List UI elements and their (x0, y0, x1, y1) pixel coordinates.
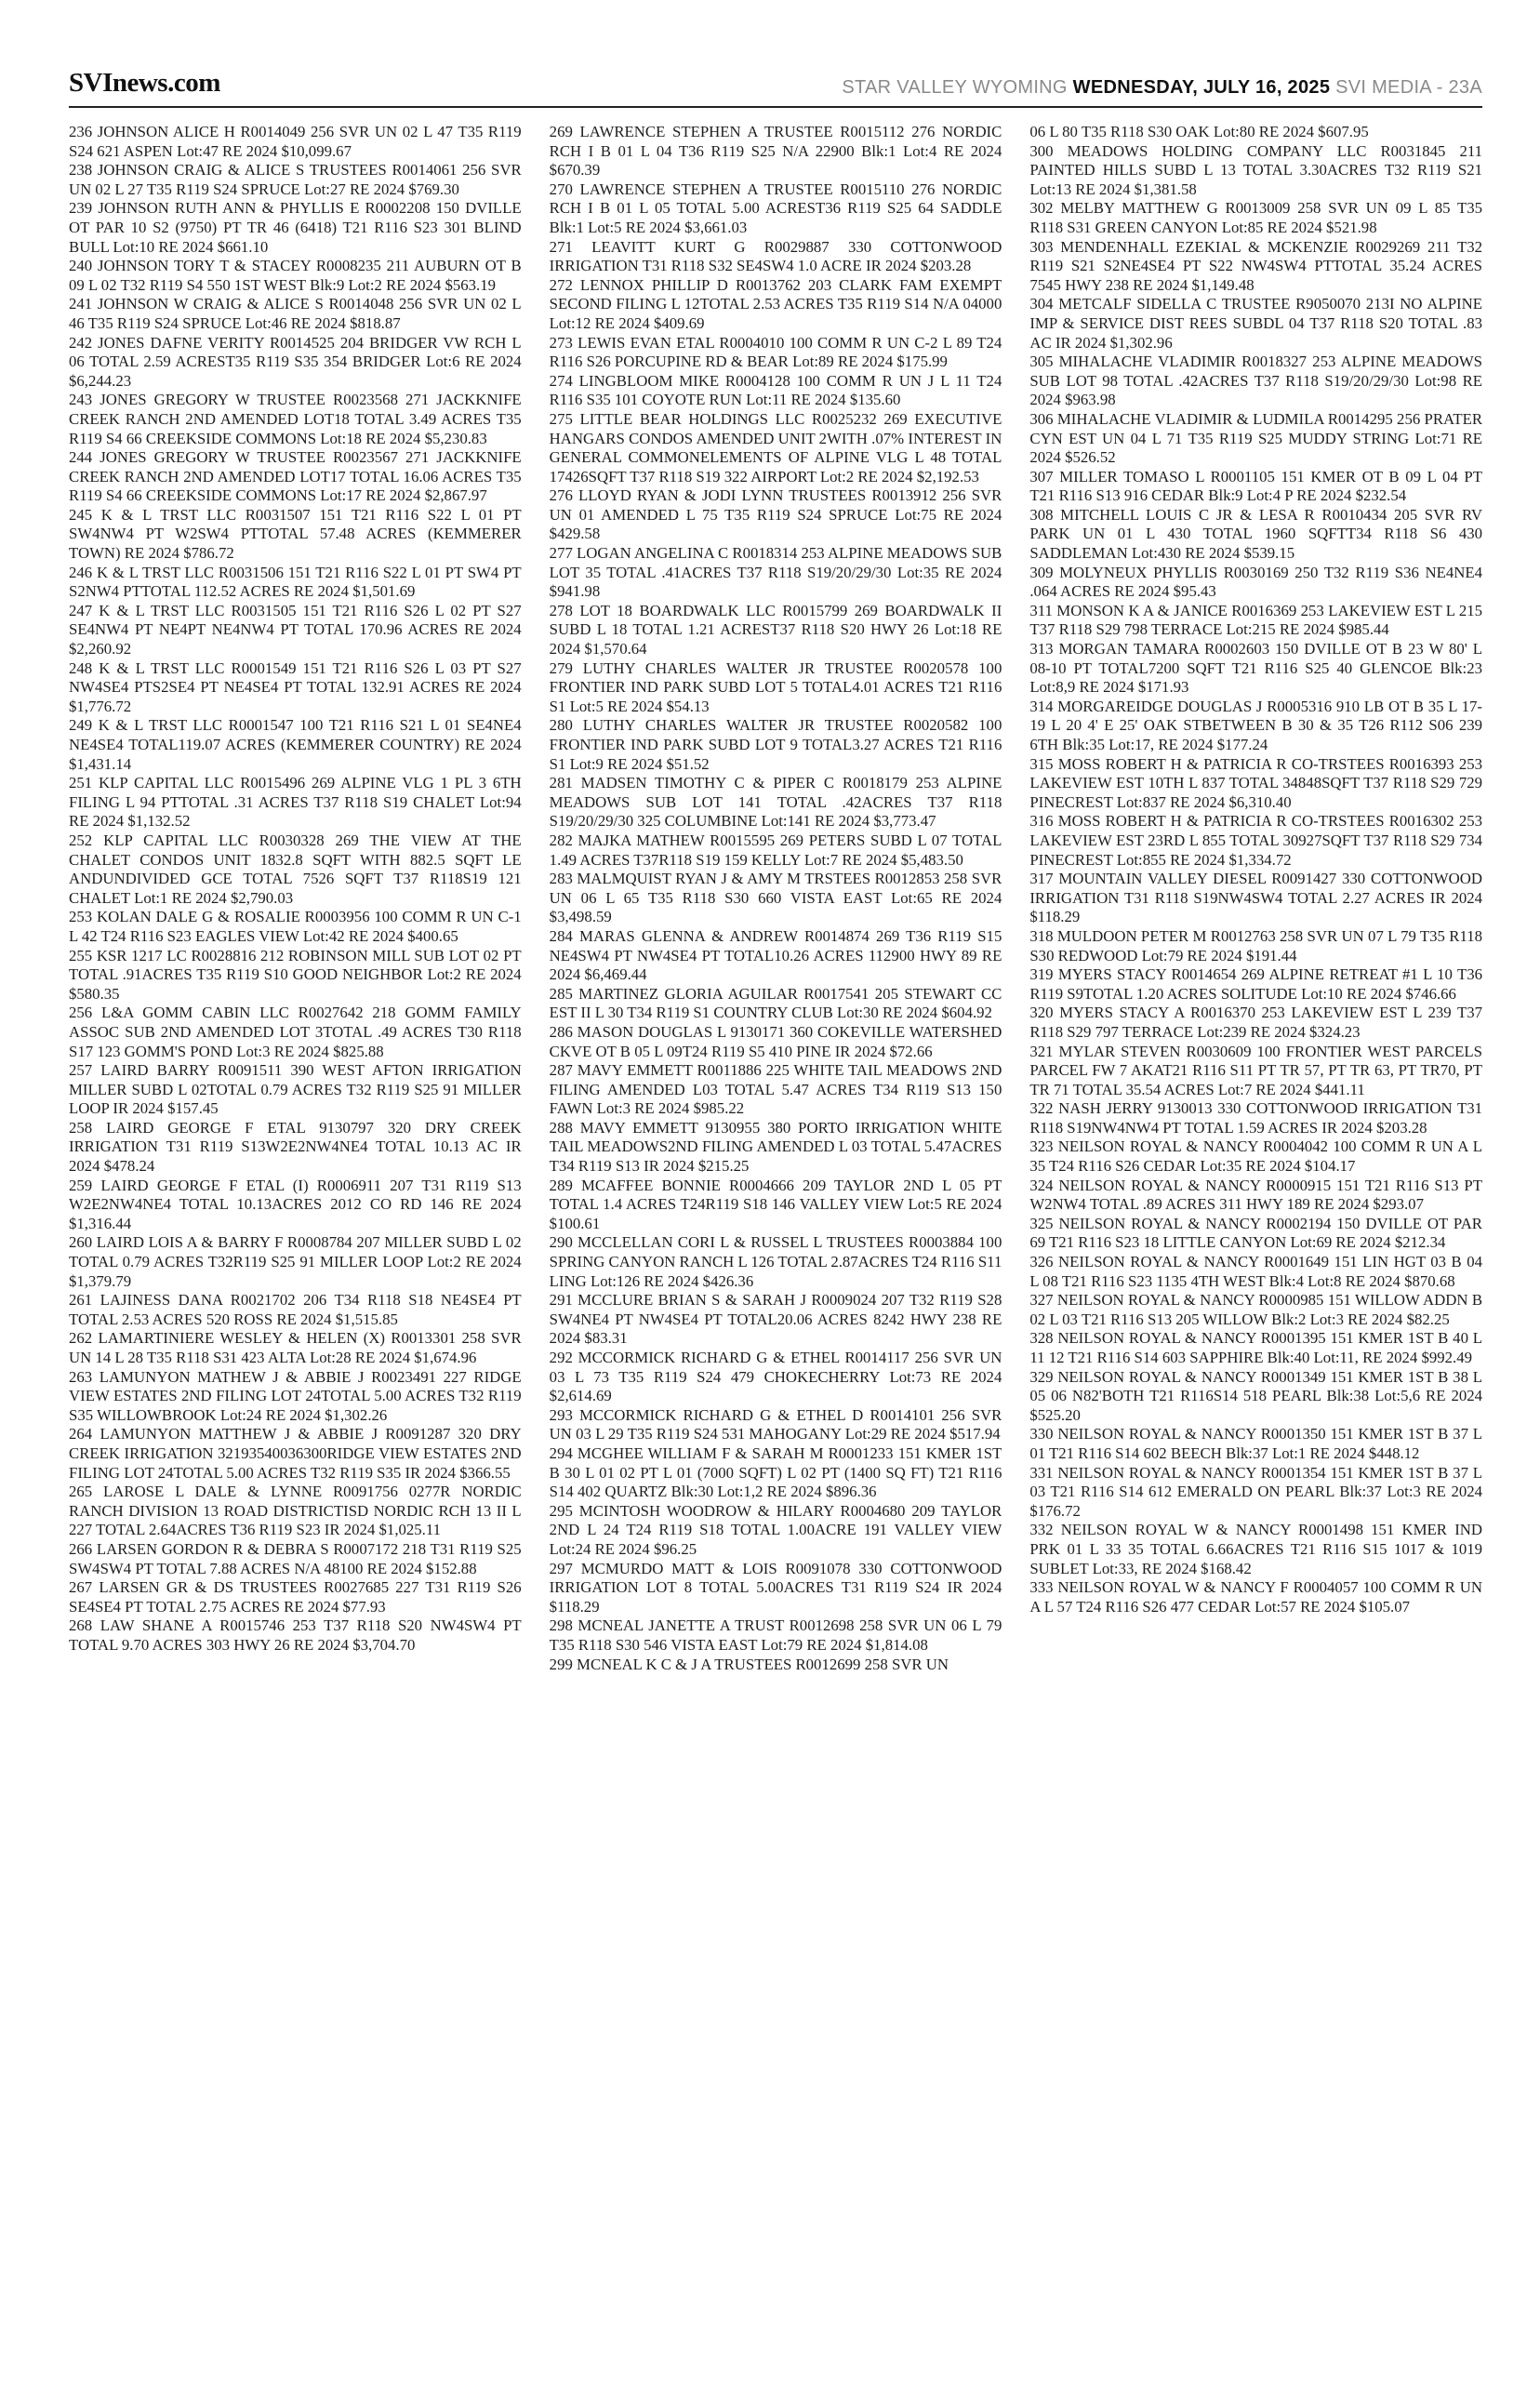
tax-notice-entry: 255 KSR 1217 LC R0028816 212 ROBINSON MILL SUB LOT 02 PT TOTAL .91ACRES T35 R119 S10 GOOD NEIGHBOR Lot:2 RE 2024 $580.35 (69, 946, 522, 1003)
folio-prefix: STAR VALLEY WYOMING (842, 77, 1068, 98)
tax-notice-entry: 262 LAMARTINIERE WESLEY & HELEN (X) R0013301 258 SVR UN 14 L 28 T35 R118 S31 423 ALTA Lot:28 RE 2024 $1,674.96 (69, 1329, 522, 1366)
tax-notice-entry: 248 K & L TRST LLC R0001549 151 T21 R116 S26 L 03 PT S27 NW4SE4 PTS2SE4 PT NE4SE4 PT TOTAL 132.91 ACRES RE 2024 $1,776.72 (69, 658, 522, 715)
site-name[interactable]: SVInews.com (69, 68, 220, 98)
tax-notice-entry: 333 NEILSON ROYAL W & NANCY F R0004057 100 COMM R UN A L 57 T24 R116 S26 477 CEDAR Lot:57 RE 2024 $105.07 (1029, 1578, 1483, 1616)
tax-notice-entry: 331 NEILSON ROYAL & NANCY R0001354 151 KMER 1ST B 37 L 03 T21 R116 S14 612 EMERALD ON PEARL Blk:37 Lot:3 RE 2024 $176.72 (1029, 1463, 1483, 1520)
tax-notice-entry: 269 LAWRENCE STEPHEN A TRUSTEE R0015112 276 NORDIC RCH I B 01 L 04 T36 R119 S25 N/A 22900 Blk:1 Lot:4 RE 2024 $670.39 (549, 123, 1002, 180)
tax-notice-entry: 278 LOT 18 BOARDWALK LLC R0015799 269 BOARDWALK II SUBD L 18 TOTAL 1.21 ACREST37 R118 S20 HWY 26 Lot:18 RE 2024 $1,570.64 (549, 601, 1002, 658)
folio-suffix: SVI MEDIA - 23A (1335, 77, 1482, 98)
tax-notice-entry: 263 LAMUNYON MATHEW J & ABBIE J R0023491 227 RIDGE VIEW ESTATES 2ND FILING LOT 24TOTAL 5.00 ACRES T32 R119 S35 WILLOWBROOK Lot:24 RE 2024 $1,302.26 (69, 1367, 522, 1424)
tax-notice-entry: 286 MASON DOUGLAS L 9130171 360 COKEVILLE WATERSHED CKVE OT B 05 L 09T24 R119 S5 410 PINE IR 2024 $72.66 (549, 1022, 1002, 1060)
tax-notice-entry: 289 MCAFFEE BONNIE R0004666 209 TAYLOR 2ND L 05 PT TOTAL 1.4 ACRES T24R119 S18 146 VALLEY VIEW Lot:5 RE 2024 $100.61 (549, 1176, 1002, 1232)
tax-notice-entry: 327 NEILSON ROYAL & NANCY R0000985 151 WILLOW ADDN B 02 L 03 T21 R116 S13 205 WILLOW Blk:2 Lot:3 RE 2024 $82.25 (1029, 1291, 1483, 1328)
tax-notice-entry: 319 MYERS STACY R0014654 269 ALPINE RETREAT #1 L 10 T36 R119 S9TOTAL 1.20 ACRES SOLITUDE Lot:10 RE 2024 $746.66 (1029, 965, 1483, 1003)
tax-notice-entry: 305 MIHALACHE VLADIMIR R0018327 253 ALPINE MEADOWS SUB LOT 98 TOTAL .42ACRES T37 R118 S19/20/29/30 Lot:98 RE 2024 $963.98 (1029, 352, 1483, 409)
tax-notice-entry: 238 JOHNSON CRAIG & ALICE S TRUSTEES R0014061 256 SVR UN 02 L 27 T35 R119 S24 SPRUCE Lot:27 RE 2024 $769.30 (69, 161, 522, 198)
tax-notice-entry: 272 LENNOX PHILLIP D R0013762 203 CLARK FAM EXEMPT SECOND FILING L 12TOTAL 2.53 ACRES T35 R119 S14 N/A 04000 Lot:12 RE 2024 $409.69 (549, 275, 1002, 332)
tax-notice-entry: 285 MARTINEZ GLORIA AGUILAR R0017541 205 STEWART CC EST II L 30 T34 R119 S1 COUNTRY CLUB Lot:30 RE 2024 $604.92 (549, 984, 1002, 1022)
tax-notice-entry: 304 METCALF SIDELLA C TRUSTEE R9050070 213I NO ALPINE IMP & SERVICE DIST REES SUBDL 04 T37 R118 S20 TOTAL .83 AC IR 2024 $1,302.96 (1029, 295, 1483, 352)
tax-notice-entry: 282 MAJKA MATHEW R0015595 269 PETERS SUBD L 07 TOTAL 1.49 ACRES T37R118 S19 159 KELLY Lot:7 RE 2024 $5,483.50 (549, 831, 1002, 869)
tax-notice-entry: 290 MCCLELLAN CORI L & RUSSEL L TRUSTEES R0003884 100 SPRING CANYON RANCH L 126 TOTAL 2.87ACRES T24 R116 S11 LING Lot:126 RE 2024 $426.36 (549, 1233, 1002, 1290)
column-1 (69, 123, 522, 2355)
tax-notice-entry: 257 LAIRD BARRY R0091511 390 WEST AFTON IRRIGATION MILLER SUBD L 02TOTAL 0.79 ACRES T32 R119 S25 91 MILLER LOOP IR 2024 $157.45 (69, 1061, 522, 1118)
tax-notice-entry: 240 JOHNSON TORY T & STACEY R0008235 211 AUBURN OT B 09 L 02 T32 R119 S4 550 1ST WEST Blk:9 Lot:2 RE 2024 $563.19 (69, 257, 522, 294)
tax-notice-entry: 270 LAWRENCE STEPHEN A TRUSTEE R0015110 276 NORDIC RCH I B 01 L 05 TOTAL 5.00 ACREST36 R119 S25 64 SADDLE Blk:1 Lot:5 RE 2024 $3,661.03 (549, 180, 1002, 236)
tax-notice-entry: 322 NASH JERRY 9130013 330 COTTONWOOD IRRIGATION T31 R118 S19NW4NW4 PT TOTAL 1.59 ACRES IR 2024 $203.28 (1029, 1099, 1483, 1137)
tax-notice-entry: 317 MOUNTAIN VALLEY DIESEL R0091427 330 COTTONWOOD IRRIGATION T31 R118 S19NW4SW4 TOTAL 2.27 ACRES IR 2024 $118.29 (1029, 870, 1483, 926)
tax-notice-entry: 308 MITCHELL LOUIS C JR & LESA R R0010434 205 SVR RV PARK UN 01 L 430 TOTAL 1960 SQFTT34 R118 S6 430 SADDLEMAN Lot:430 RE 2024 $539.15 (1029, 505, 1483, 563)
tax-notice-entry: 306 MIHALACHE VLADIMIR & LUDMILA R0014295 256 PRATER CYN EST UN 04 L 71 T35 R119 S25 MUDDY STRING Lot:71 RE 2024 $526.52 (1029, 409, 1483, 467)
tax-notice-entry: 297 MCMURDO MATT & LOIS R0091078 330 COTTONWOOD IRRIGATION LOT 8 TOTAL 5.00ACRES T31 R119 S24 IR 2024 $118.29 (549, 1559, 1002, 1616)
tax-notice-entry: 313 MORGAN TAMARA R0002603 150 DVILLE OT B 23 W 80' L 08-10 PT TOTAL7200 SQFT T21 R116 S25 40 GLENCOE Blk:23 Lot:8,9 RE 2024 $171.93 (1029, 640, 1483, 697)
tax-notice-entry: 311 MONSON K A & JANICE R0016369 253 LAKEVIEW EST L 215 T37 R118 S29 798 TERRACE Lot:215 RE 2024 $985.44 (1029, 601, 1483, 639)
tax-notice-entry: 246 K & L TRST LLC R0031506 151 T21 R116 S22 L 01 PT SW4 PT S2NW4 PTTOTAL 112.52 ACRES RE 2024 $1,501.69 (69, 563, 522, 601)
tax-notice-entry: 264 LAMUNYON MATTHEW J & ABBIE J R0091287 320 DRY CREEK IRRIGATION 32193540036300RIDGE VIEW ESTATES 2ND FILING LOT 24TOTAL 5.00 ACRES T32 R119 S35 IR 2024 $366.55 (69, 1425, 522, 1482)
tax-notice-entry: 261 LAJINESS DANA R0021702 206 T34 R118 S18 NE4SE4 PT TOTAL 2.53 ACRES 520 ROSS RE 2024 $1,515.85 (69, 1291, 522, 1328)
tax-notice-entry: 260 LAIRD LOIS A & BARRY F R0008784 207 MILLER SUBD L 02 TOTAL 0.79 ACRES T32R119 S25 91 MILLER LOOP Lot:2 RE 2024 $1,379.79 (69, 1233, 522, 1290)
tax-notice-entry: 268 LAW SHANE A R0015746 253 T37 R118 S20 NW4SW4 PT TOTAL 9.70 ACRES 303 HWY 26 RE 2024 $3,704.70 (69, 1616, 522, 1654)
tax-notice-entry: 247 K & L TRST LLC R0031505 151 T21 R116 S26 L 02 PT S27 SE4NW4 PT NE4PT NE4NW4 PT TOTAL 170.96 ACRES RE 2024 $2,260.92 (69, 601, 522, 658)
tax-notice-entry: 326 NEILSON ROYAL & NANCY R0001649 151 LIN HGT 03 B 04 L 08 T21 R116 S23 1135 4TH WEST Blk:4 Lot:8 RE 2024 $870.68 (1029, 1253, 1483, 1290)
tax-notice-entry: 315 MOSS ROBERT H & PATRICIA R CO-TRSTEES R0016393 253 LAKEVIEW EST 10TH L 837 TOTAL 34848SQFT T37 R118 S29 729 PINECREST Lot:837 RE 2024 $6,310.40 (1029, 754, 1483, 811)
issue-date: WEDNESDAY, JULY 16, 2025 (1072, 77, 1331, 98)
tax-notice-entry: 294 MCGHEE WILLIAM F & SARAH M R0001233 151 KMER 1ST B 30 L 01 02 PT L 01 (7000 SQFT) L 02 PT (1400 SQ FT) T21 R116 S14 402 QUARTZ Blk:30 Lot:1,2 RE 2024 $896.36 (549, 1443, 1002, 1501)
tax-notice-entry: 252 KLP CAPITAL LLC R0030328 269 THE VIEW AT THE CHALET CONDOS UNIT 1832.8 SQFT WITH 882.5 SQFT LE ANDUNDIVIDED GCE TOTAL 7526 SQFT T37 R118S19 121 CHALET Lot:1 RE 2024 $2,790.03 (69, 831, 522, 907)
tax-notice-entry: 292 MCCORMICK RICHARD G & ETHEL R0014117 256 SVR UN 03 L 73 T35 R119 S24 479 CHOKECHERRY Lot:73 RE 2024 $2,614.69 (549, 1349, 1002, 1405)
column-2 (550, 123, 1002, 2355)
tax-notice-entry: 256 L&A GOMM CABIN LLC R0027642 218 GOMM FAMILY ASSOC SUB 2ND AMENDED LOT 3TOTAL .49 ACRES T30 R118 S17 123 GOMM'S POND Lot:3 RE 2024 $825.88 (69, 1004, 522, 1060)
tax-notice-entry: 258 LAIRD GEORGE F ETAL 9130797 320 DRY CREEK IRRIGATION T31 R119 S13W2E2NW4NE4 TOTAL 10.13 AC IR 2024 $478.24 (69, 1118, 522, 1176)
tax-notice-entry: 291 MCCLURE BRIAN S & SARAH J R0009024 207 T32 R119 S28 SW4NE4 PT NW4SE4 PT TOTAL20.06 ACRES 8242 HWY 238 RE 2024 $83.31 (549, 1291, 1002, 1348)
tax-notice-entry: 329 NEILSON ROYAL & NANCY R0001349 151 KMER 1ST B 38 L 05 06 N82'BOTH T21 R116S14 518 PEARL Blk:38 Lot:5,6 RE 2024 $525.20 (1029, 1367, 1483, 1424)
legal-notice-columns (69, 123, 1482, 2355)
tax-notice-entry: 277 LOGAN ANGELINA C R0018314 253 ALPINE MEADOWS SUB LOT 35 TOTAL .41ACRES T37 R118 S19/20/29/30 Lot:35 RE 2024 $941.98 (549, 544, 1002, 601)
tax-notice-entry: 309 MOLYNEUX PHYLLIS R0030169 250 T32 R119 S36 NE4NE4 .064 ACRES RE 2024 $95.43 (1029, 563, 1483, 601)
tax-notice-entry: 06 L 80 T35 R118 S30 OAK Lot:80 RE 2024 $607.95 (1029, 123, 1369, 140)
tax-notice-entry: 332 NEILSON ROYAL W & NANCY R0001498 151 KMER IND PRK 01 L 33 35 TOTAL 6.66ACRES T21 R116 S15 1017 & 1019 SUBLET Lot:33, RE 2024 $168.42 (1029, 1521, 1483, 1577)
tax-notice-entry: 307 MILLER TOMASO L R0001105 151 KMER OT B 09 L 04 PT T21 R116 S13 916 CEDAR Blk:9 Lot:4 P RE 2024 $232.54 (1029, 467, 1483, 505)
page-header (69, 61, 1482, 108)
tax-notice-entry: 239 JOHNSON RUTH ANN & PHYLLIS E R0002208 150 DVILLE OT PAR 10 S2 (9750) PT TR 46 (6418) T21 R116 S23 301 BLIND BULL Lot:10 RE 2024 $661.10 (69, 199, 522, 256)
tax-notice-entry: 318 MULDOON PETER M R0012763 258 SVR UN 07 L 79 T35 R118 S30 REDWOOD Lot:79 RE 2024 $191.44 (1029, 926, 1483, 964)
tax-notice-entry: 328 NEILSON ROYAL & NANCY R0001395 151 KMER 1ST B 40 L 11 12 T21 R116 S14 603 SAPPHIRE Blk:40 Lot:11, RE 2024 $992.49 (1029, 1329, 1483, 1366)
tax-notice-entry: 321 MYLAR STEVEN R0030609 100 FRONTIER WEST PARCELS PARCEL FW 7 AKAT21 R116 S11 PT TR 57, PT TR 63, PT TR70, PT TR 71 TOTAL 35.54 ACRES Lot:7 RE 2024 $441.11 (1029, 1042, 1483, 1098)
tax-notice-entry: 243 JONES GREGORY W TRUSTEE R0023568 271 JACKKNIFE CREEK RANCH 2ND AMENDED LOT18 TOTAL 3.49 ACRES T35 R119 S4 66 CREEKSIDE COMMONS Lot:18 RE 2024 $5,230.83 (69, 391, 522, 447)
tax-notice-entry: 302 MELBY MATTHEW G R0013009 258 SVR UN 09 L 85 T35 R118 S31 GREEN CANYON Lot:85 RE 2024 $521.98 (1029, 199, 1483, 236)
tax-notice-entry: 249 K & L TRST LLC R0001547 100 T21 R116 S21 L 01 SE4NE4 NE4SE4 TOTAL119.07 ACRES (KEMMERER COUNTRY) RE 2024 $1,431.14 (69, 716, 522, 773)
tax-notice-entry: 316 MOSS ROBERT H & PATRICIA R CO-TRSTEES R0016302 253 LAKEVIEW EST 23RD L 855 TOTAL 30927SQFT T37 R118 S29 734 PINECREST Lot:855 RE 2024 $1,334.72 (1029, 812, 1483, 869)
tax-notice-entry: 300 MEADOWS HOLDING COMPANY LLC R0031845 211 PAINTED HILLS SUBD L 13 TOTAL 3.30ACRES T32 R119 S21 Lot:13 RE 2024 $1,381.58 (1029, 141, 1483, 198)
tax-notice-entry: 288 MAVY EMMETT 9130955 380 PORTO IRRIGATION WHITE TAIL MEADOWS2ND FILING AMENDED L 03 TOTAL 5.47ACRES T34 R119 S13 IR 2024 $215.25 (549, 1118, 1002, 1176)
tax-notice-entry: 274 LINGBLOOM MIKE R0004128 100 COMM R UN J L 11 T24 R116 S35 101 COYOTE RUN Lot:11 RE 2024 $135.60 (549, 371, 1002, 409)
tax-notice-entry: 325 NEILSON ROYAL & NANCY R0002194 150 DVILLE OT PAR 69 T21 R116 S23 18 LITTLE CANYON Lot:69 RE 2024 $212.34 (1029, 1214, 1483, 1252)
tax-notice-entry: 244 JONES GREGORY W TRUSTEE R0023567 271 JACKKNIFE CREEK RANCH 2ND AMENDED LOT17 TOTAL 16.06 ACRES T35 R119 S4 66 CREEKSIDE COMMONS Lot:17 RE 2024 $2,867.97 (69, 448, 522, 505)
tax-notice-entry: 267 LARSEN GR & DS TRUSTEES R0027685 227 T31 R119 S26 SE4SE4 PT TOTAL 2.75 ACRES RE 2024 $77.93 (69, 1578, 522, 1616)
tax-notice-entry: 265 LAROSE L DALE & LYNNE R0091756 0277R NORDIC RANCH DIVISION 13 ROAD DISTRICTISD NORDIC RCH 13 II L 227 TOTAL 2.64ACRES T36 R119 S23 IR 2024 $1,025.11 (69, 1483, 522, 1539)
tax-notice-entry: 320 MYERS STACY A R0016370 253 LAKEVIEW EST L 239 T37 R118 S29 797 TERRACE Lot:239 RE 2024 $324.23 (1029, 1004, 1483, 1041)
tax-notice-entry: 323 NEILSON ROYAL & NANCY R0004042 100 COMM R UN A L 35 T24 R116 S26 CEDAR Lot:35 RE 2024 $104.17 (1029, 1137, 1483, 1176)
tax-notice-entry: 266 LARSEN GORDON R & DEBRA S R0007172 218 T31 R119 S25 SW4SW4 PT TOTAL 7.88 ACRES N/A 48100 RE 2024 $152.88 (69, 1539, 522, 1577)
tax-notice-entry: 284 MARAS GLENNA & ANDREW R0014874 269 T36 R119 S15 NE4SW4 PT NW4SE4 PT TOTAL10.26 ACRES 112900 HWY 89 RE 2024 $6,469.44 (549, 926, 1002, 984)
tax-notice-entry: 253 KOLAN DALE G & ROSALIE R0003956 100 COMM R UN C-1 L 42 T24 R116 S23 EAGLES VIEW Lot:42 RE 2024 $400.65 (69, 908, 522, 945)
tax-notice-entry: 299 MCNEAL K C & J A TRUSTEES R0012699 258 SVR UN (549, 1655, 949, 1673)
tax-notice-entry: 279 LUTHY CHARLES WALTER JR TRUSTEE R0020578 100 FRONTIER IND PARK SUBD LOT 5 TOTAL4.01 ACRES T21 R116 S1 Lot:5 RE 2024 $54.13 (549, 658, 1002, 715)
tax-notice-entry: 241 JOHNSON W CRAIG & ALICE S R0014048 256 SVR UN 02 L 46 T35 R119 S24 SPRUCE Lot:46 RE 2024 $818.87 (69, 295, 522, 332)
tax-notice-entry: 303 MENDENHALL EZEKIAL & MCKENZIE R0029269 211 T32 R119 S21 S2NE4SE4 PT S22 NW4SW4 PTTOTAL 35.24 ACRES 7545 HWY 238 RE 2024 $1,149.48 (1029, 237, 1483, 294)
tax-notice-entry: 275 LITTLE BEAR HOLDINGS LLC R0025232 269 EXECUTIVE HANGARS CONDOS AMENDED UNIT 2WITH .07% INTEREST IN GENERAL COMMONELEMENTS OF ALPINE VLG L 48 TOTAL 17426SQFT T37 R118 S19 322 AIRPORT Lot:2 RE 2024 $2,192.53 (549, 409, 1002, 486)
tax-notice-entry: 236 JOHNSON ALICE H R0014049 256 SVR UN 02 L 47 T35 R119 S24 621 ASPEN Lot:47 RE 2024 $10,099.67 (69, 123, 522, 160)
tax-notice-entry: 242 JONES DAFNE VERITY R0014525 204 BRIDGER VW RCH L 06 TOTAL 2.59 ACREST35 R119 S35 354 BRIDGER Lot:6 RE 2024 $6,244.23 (69, 333, 522, 390)
tax-notice-entry: 283 MALMQUIST RYAN J & AMY M TRSTEES R0012853 258 SVR UN 06 L 65 T35 R118 S30 660 VISTA EAST Lot:65 RE 2024 $3,498.59 (549, 870, 1002, 926)
column-3 (1029, 123, 1482, 2355)
tax-notice-entry: 280 LUTHY CHARLES WALTER JR TRUSTEE R0020582 100 FRONTIER IND PARK SUBD LOT 9 TOTAL3.27 ACRES T21 R116 S1 Lot:9 RE 2024 $51.52 (549, 716, 1002, 773)
tax-notice-entry: 276 LLOYD RYAN & JODI LYNN TRUSTEES R0013912 256 SVR UN 01 AMENDED L 75 T35 R119 S24 SPRUCE Lot:75 RE 2024 $429.58 (549, 486, 1002, 543)
tax-notice-entry: 271 LEAVITT KURT G R0029887 330 COTTONWOOD IRRIGATION T31 R118 S32 SE4SW4 1.0 ACRE IR 2024 $203.28 (549, 237, 1002, 275)
tax-notice-entry: 295 MCINTOSH WOODROW & HILARY R0004680 209 TAYLOR 2ND L 24 T24 R119 S18 TOTAL 1.00ACRE 191 VALLEY VIEW Lot:24 RE 2024 $96.25 (549, 1501, 1002, 1558)
tax-notice-entry: 273 LEWIS EVAN ETAL R0004010 100 COMM R UN C-2 L 89 T24 R116 S26 PORCUPINE RD & BEAR Lot:89 RE 2024 $175.99 (549, 333, 1002, 371)
tax-notice-entry: 324 NEILSON ROYAL & NANCY R0000915 151 T21 R116 S13 PT W2NW4 TOTAL .89 ACRES 311 HWY 189 RE 2024 $293.07 (1029, 1176, 1483, 1214)
folio-line (842, 77, 1482, 99)
tax-notice-entry: 330 NEILSON ROYAL & NANCY R0001350 151 KMER 1ST B 37 L 01 T21 R116 S14 602 BEECH Blk:37 Lot:1 RE 2024 $448.12 (1029, 1425, 1483, 1462)
tax-notice-entry: 314 MORGAREIDGE DOUGLAS J R0005316 910 LB OT B 35 L 17-19 L 20 4' E 25' OAK STBETWEEN B 30 & 35 T26 R112 S06 239 6TH Blk:35 Lot:17, RE 2024 $177.24 (1029, 697, 1483, 753)
tax-notice-entry: 287 MAVY EMMETT R0011886 225 WHITE TAIL MEADOWS 2ND FILING AMENDED L03 TOTAL 5.47 ACRES T34 R119 S13 150 FAWN Lot:3 RE 2024 $985.22 (549, 1061, 1002, 1118)
tax-notice-entry: 259 LAIRD GEORGE F ETAL (I) R0006911 207 T31 R119 S13 W2E2NW4NE4 TOTAL 10.13ACRES 2012 CO RD 146 RE 2024 $1,316.44 (69, 1176, 522, 1232)
tax-notice-entry: 251 KLP CAPITAL LLC R0015496 269 ALPINE VLG 1 PL 3 6TH FILING L 94 PTTOTAL .31 ACRES T37 R118 S19 CHALET Lot:94 RE 2024 $1,132.52 (69, 774, 522, 831)
tax-notice-entry: 293 MCCORMICK RICHARD G & ETHEL D R0014101 256 SVR UN 03 L 29 T35 R119 S24 531 MAHOGANY Lot:29 RE 2024 $517.94 (549, 1405, 1002, 1443)
tax-notice-entry: 298 MCNEAL JANETTE A TRUST R0012698 258 SVR UN 06 L 79 T35 R118 S30 546 VISTA EAST Lot:79 RE 2024 $1,814.08 (549, 1616, 1002, 1654)
tax-notice-entry: 281 MADSEN TIMOTHY C & PIPER C R0018179 253 ALPINE MEADOWS SUB LOT 141 TOTAL .42ACRES T37 R118 S19/20/29/30 325 COLUMBINE Lot:141 RE 2024 $3,773.47 (549, 774, 1002, 831)
tax-notice-entry: 245 K & L TRST LLC R0031507 151 T21 R116 S22 L 01 PT SW4NW4 PT W2SW4 PTTOTAL 57.48 ACRES (KEMMERER TOWN) RE 2024 $786.72 (69, 505, 522, 563)
